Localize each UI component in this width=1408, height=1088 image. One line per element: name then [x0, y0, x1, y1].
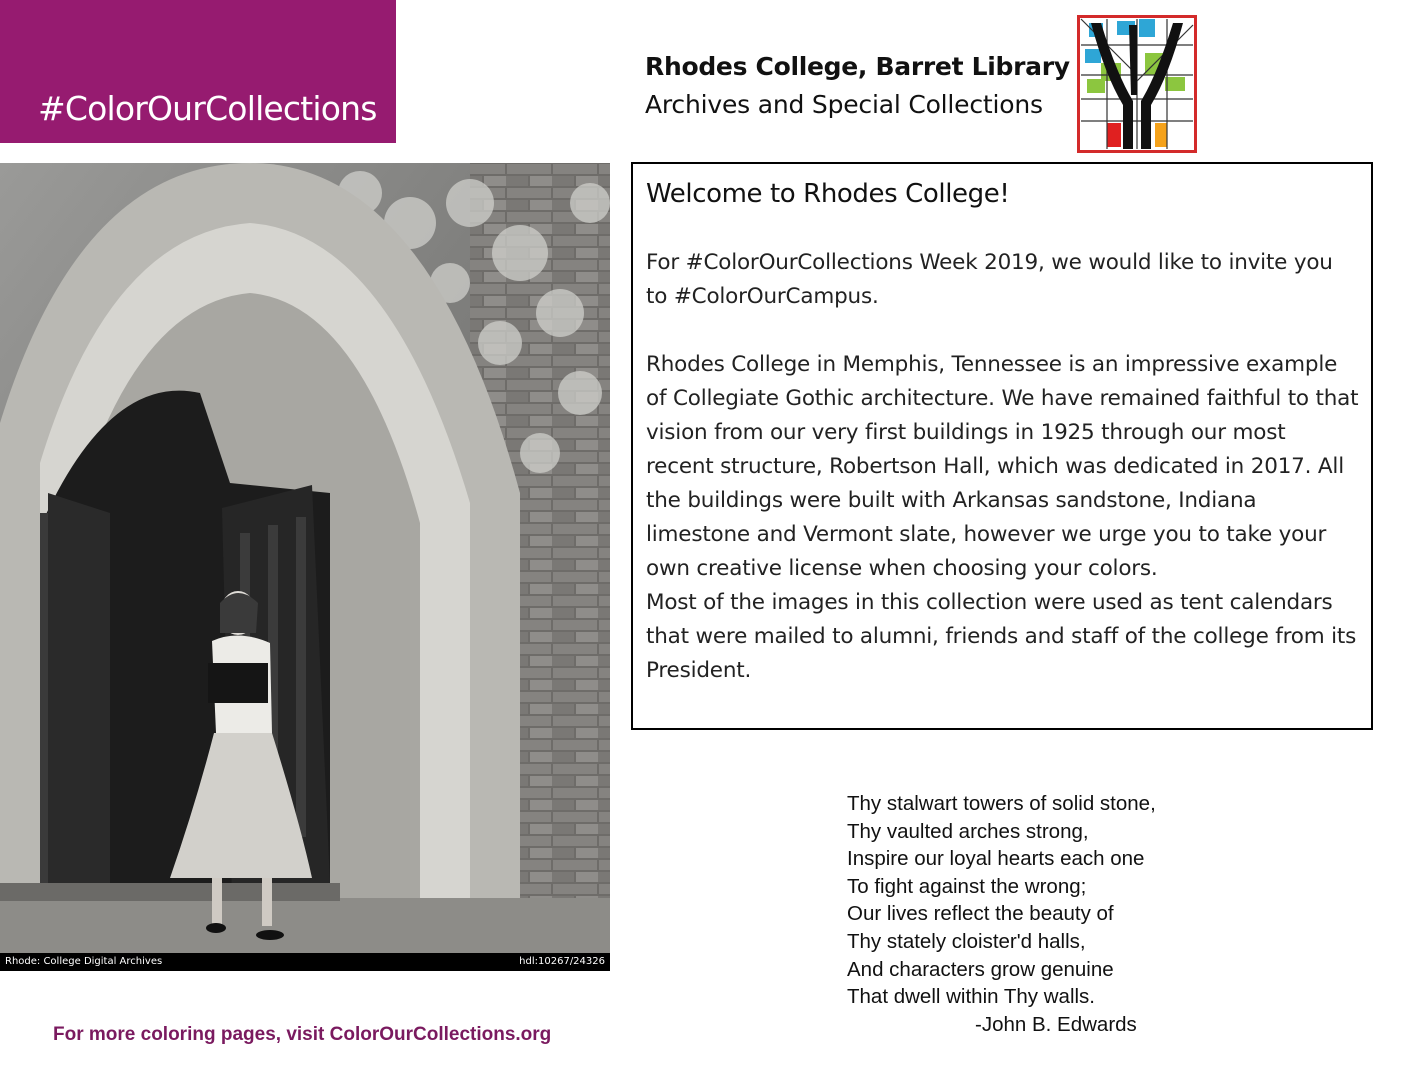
poem-line: To fight against the wrong;: [847, 874, 1087, 898]
color-our-collections-banner: [0, 0, 396, 143]
welcome-paragraph-architecture: Rhodes College in Memphis, Tennessee is an impressive example of Collegiate Gothic architecture. We have remained faithful to that vision from our very first buildings in 1925 through our most recent structure, Robertson Hall, which was dedicated in 2017. All the buildings were built with Arkansas sandstone, Indiana limestone and Vermont slate, however we urge you to take your own creative license when choosing your colors.: [646, 352, 1359, 581]
poem: [847, 790, 1156, 1038]
photo-caption-handle: hdl:10267/24326: [519, 956, 605, 967]
welcome-paragraph-calendars: Most of the images in this collection were used as tent calendars that were mailed to alumni, friends and staff of the college from its President.: [646, 590, 1357, 683]
header-subtitle: Archives and Special Collections: [645, 90, 1043, 119]
stained-glass-tree-logo-icon: [1077, 15, 1197, 153]
welcome-paragraph-intro: For #ColorOurCollections Week 2019, we would like to invite you to #ColorOurCampus.: [646, 250, 1333, 309]
banner-hashtag: #ColorOurCollections: [38, 89, 377, 128]
photo-caption-source: Rhode: College Digital Archives: [5, 956, 163, 967]
welcome-text-box: [631, 162, 1373, 730]
poem-line: Thy stately cloister'd halls,: [847, 929, 1086, 953]
poem-line: Thy stalwart towers of solid stone,: [847, 792, 1156, 815]
poem-line: Thy vaulted arches strong,: [847, 819, 1089, 843]
poem-author: -John B. Edwards: [975, 1012, 1137, 1036]
poem-line: That dwell within Thy walls.: [847, 985, 1095, 1009]
poem-line: Inspire our loyal hearts each one: [847, 847, 1145, 871]
footer-coloring-pages-link[interactable]: For more coloring pages, visit ColorOurCollections.org: [53, 1024, 552, 1045]
archival-photo: [0, 163, 610, 971]
poem-line: And characters grow genuine: [847, 957, 1114, 981]
photo-caption-bar: [0, 953, 610, 971]
poem-line: Our lives reflect the beauty of: [847, 902, 1114, 926]
welcome-title: Welcome to Rhodes College!: [646, 179, 1010, 209]
header-title: Rhodes College, Barret Library: [645, 52, 1070, 81]
